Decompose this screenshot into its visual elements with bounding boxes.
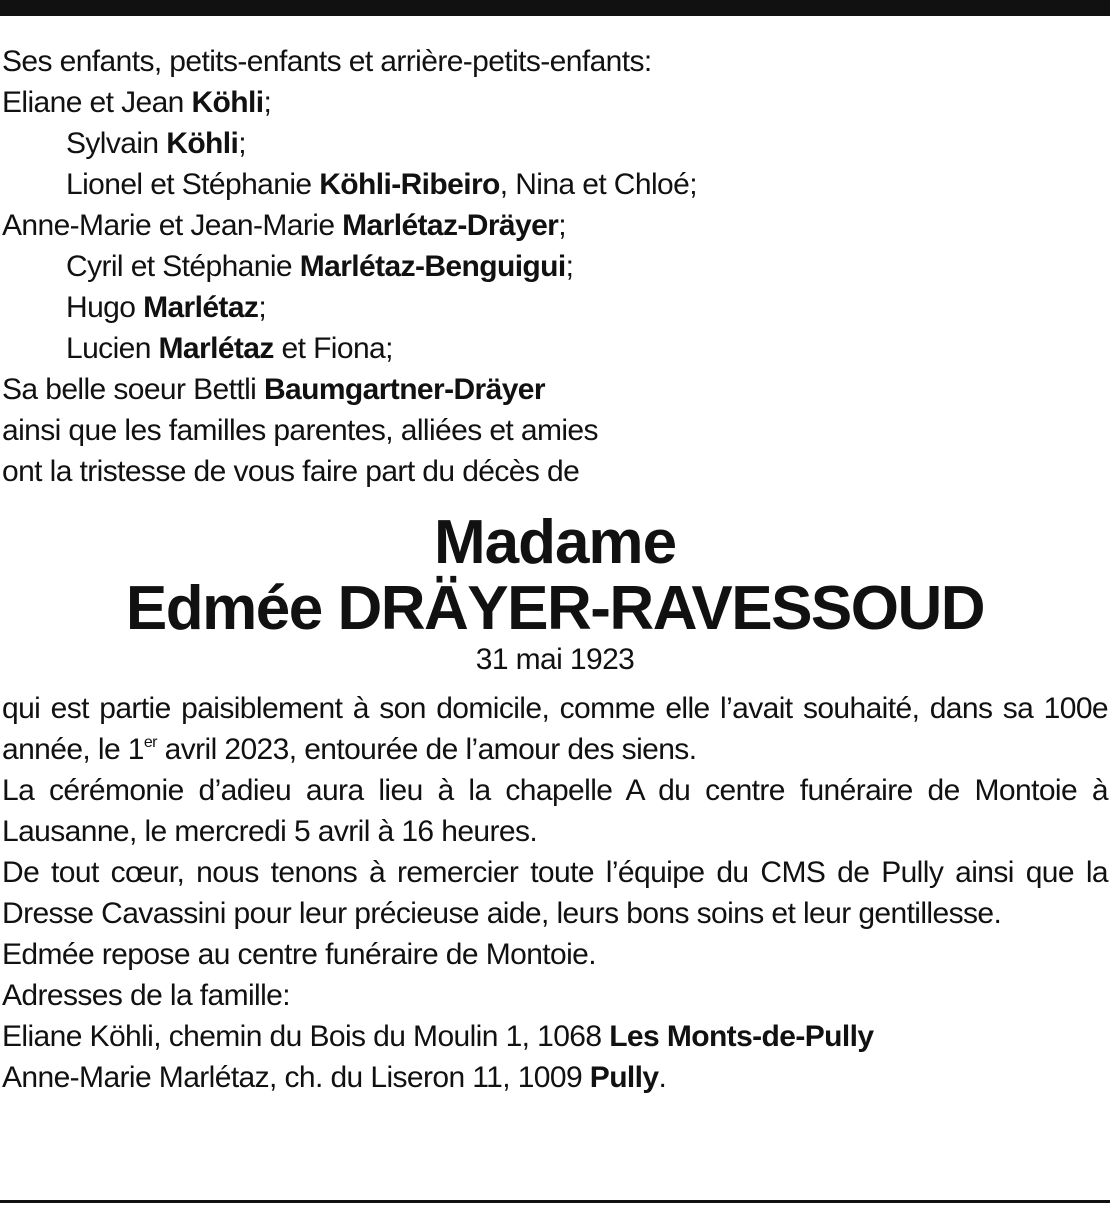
family-line-tail: ; <box>558 209 567 242</box>
family-line-surname: Köhli <box>166 127 239 160</box>
thanks-paragraph: De tout cœur, nous tenons à remercier toute l’équipe du CMS de Pully ainsi que la Dresse Cavassini pour leur précieuse aide, leurs bons soins et leur gentillesse. <box>2 856 1108 930</box>
ordinal-suffix: er <box>143 734 157 751</box>
family-line-tail: ; <box>565 250 574 283</box>
family-line-text: Cyril et Stéphanie <box>66 250 300 283</box>
family-line <box>2 164 1108 205</box>
family-line <box>2 246 1108 287</box>
address-line <box>2 1016 1108 1057</box>
address-locality: Les Monts-de-Pully <box>609 1020 874 1053</box>
address-locality: Pully <box>589 1061 659 1094</box>
addresses-heading: Adresses de la famille: <box>2 979 291 1012</box>
relatives-line: ainsi que les familles parentes, alliées et amies <box>2 414 598 447</box>
family-line <box>2 82 1108 123</box>
family-line <box>2 287 1108 328</box>
family-line <box>2 328 1108 369</box>
family-line-tail: et Fiona; <box>273 332 393 365</box>
rest-place-paragraph: Edmée repose au centre funéraire de Montoie. <box>2 938 596 971</box>
address-text: Anne-Marie Marlétaz, ch. du Liseron 11, 1009 <box>2 1061 590 1094</box>
passing-text-end: avril 2023, entourée de l’amour des siens. <box>156 733 697 766</box>
address-text: Eliane Köhli, chemin du Bois du Moulin 1, 1068 <box>2 1020 610 1053</box>
family-line-tail: , Nina et Chloé; <box>499 168 697 201</box>
bottom-rule <box>0 1200 1110 1203</box>
family-line-text: Sylvain <box>66 127 167 160</box>
family-line-text: Sa belle soeur Bettli <box>2 373 264 406</box>
address-line <box>2 1057 1108 1098</box>
family-line-surname: Marlétaz <box>143 291 259 324</box>
top-rule <box>0 0 1110 16</box>
birth-date: 31 mai 1923 <box>475 643 635 676</box>
family-line <box>2 205 1108 246</box>
deceased-name: Edmée DRÄYER-RAVESSOUD <box>125 574 985 643</box>
deceased-honorific: Madame <box>433 508 677 577</box>
passing-text: qui est partie paisiblement à son domicile, comme elle l’avait souhaité, dans sa 100e année, le 1 <box>2 692 1108 766</box>
family-line-tail: ; <box>263 86 272 119</box>
death-notice <box>2 41 1108 1098</box>
family-line <box>2 123 1108 164</box>
family-line-tail: ; <box>238 127 246 160</box>
family-line-text: Lionel et Stéphanie <box>66 168 320 201</box>
family-line-text: Hugo <box>66 291 144 324</box>
family-line-surname: Baumgartner-Dräyer <box>263 373 545 406</box>
family-line-text: Lucien <box>66 332 159 365</box>
family-line-text: Anne-Marie et Jean-Marie <box>2 209 343 242</box>
family-intro: Ses enfants, petits-enfants et arrière-petits-enfants: <box>2 45 652 78</box>
deceased-block <box>2 510 1108 678</box>
family-line-text: Eliane et Jean <box>2 86 192 119</box>
address-tail: . <box>658 1061 667 1094</box>
ceremony-paragraph: La cérémonie d’adieu aura lieu à la chapelle A du centre funéraire de Montoie à Lausanne, le mercredi 5 avril à 16 heures. <box>2 774 1108 848</box>
announce-line: ont la tristesse de vous faire part du décès de <box>2 455 580 488</box>
family-line-surname: Marlétaz-Dräyer <box>342 209 559 242</box>
family-line <box>2 369 1108 410</box>
family-line-surname: Marlétaz-Benguigui <box>299 250 566 283</box>
passing-paragraph <box>2 688 1108 770</box>
family-line-surname: Marlétaz <box>158 332 274 365</box>
family-line-tail: ; <box>258 291 267 324</box>
family-line-surname: Köhli-Ribeiro <box>319 168 500 201</box>
family-line-surname: Köhli <box>191 86 264 119</box>
